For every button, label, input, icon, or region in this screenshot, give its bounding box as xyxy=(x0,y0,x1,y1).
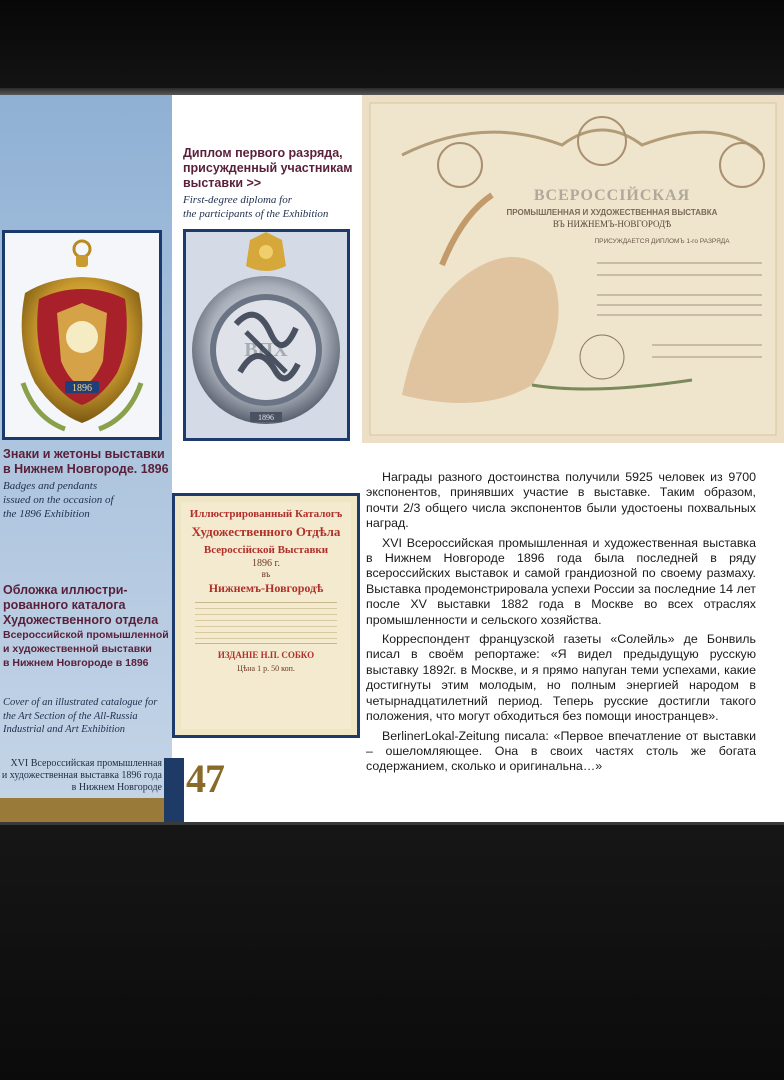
paragraph-2: XVI Всероссийская промышленная и художественная выставка в Нижнем Новгороде 1896 года была последней в ряду всероссийских выставок и самой грандиозной по своему размаху. Выставка продемонстрировала успехи России за последние 14 лет после XV выставки 1882 года в Москве во всех отраслях промышленности и сельского хозяйства. xyxy=(366,535,756,627)
diploma-illustration xyxy=(362,95,784,443)
diploma-title-1: ВСЕРОССІЙСКАЯ xyxy=(533,187,691,204)
diploma-title-3: ВЪ НИЖНЕМЪ-НОВГОРОДѢ xyxy=(552,219,672,229)
diploma-title-2: ПРОМЫШЛЕННАЯ И ХУДОЖЕСТВЕННАЯ ВЫСТАВКА xyxy=(506,208,718,217)
scan-bottom-background xyxy=(0,825,784,1080)
catalog-title-line3: Всероссійской Выставки xyxy=(203,544,329,556)
catalog-price: Цѣна 1 р. 50 коп. xyxy=(237,664,295,673)
scan-top-background xyxy=(0,0,784,95)
diploma-caption-ru: Диплом первого разряда, присужденный участникам выставки >> xyxy=(183,146,353,190)
catalog-title-line4: 1896 г. xyxy=(252,558,280,569)
brooch-monogram: ВПХ xyxy=(244,339,288,361)
paragraph-1: Награды разного достоинства получили 5925 человек из 9700 экспонентов, принявших участие в выставке. Таким образом, почти 2/3 общего числа экспонентов были удостоены похвальных наград. xyxy=(366,470,756,531)
catalog-title-line2: Художественного Отдѣла xyxy=(191,524,341,539)
footer-gold-stripe xyxy=(0,798,164,823)
catalog-title-line6: Нижнемъ-Новгородѣ xyxy=(208,581,324,595)
diploma-caption-en: First-degree diploma for the participants of the Exhibition xyxy=(183,194,329,220)
badge-year: 1896 xyxy=(72,383,92,394)
catalog-title-line1: Иллюстрированный Каталогъ xyxy=(189,508,343,520)
paragraph-3: Корреспондент французской газеты «Солейль» де Бонвиль писал в своём репортаже: «Я видел предыдущую русскую выставку 1892г. в Москве, и я прямо напуган теми успехами, какие достигнуты этим молодым, но полным энергией народом в четырнадцатилетний период. Теперь русские достигли такого положения, что могут обходиться без помощи иностранцев». xyxy=(366,632,756,724)
badges-caption-ru: Знаки и жетоны выставки в Нижнем Новгороде. 1896 xyxy=(3,447,169,476)
main-article-text xyxy=(366,470,756,779)
badge-photo xyxy=(2,230,162,440)
catalog-caption-ru: Обложка иллюстри- рованного каталога Художественного отдела Всероссийской промышленной и художественной выставки в Нижнем Новгороде в 1896 xyxy=(3,583,169,669)
brooch-photo xyxy=(183,229,350,441)
catalog-title-line5: въ xyxy=(261,569,271,579)
book-page xyxy=(0,95,784,825)
catalog-fine-print xyxy=(195,602,337,644)
diploma-award-line: ПРИСУЖДАЕТСЯ ДИПЛОМЪ 1-го РАЗРЯДА xyxy=(594,238,730,245)
brooch-year: 1896 xyxy=(258,413,274,422)
running-footer-note: XVI Всероссийская промышленная и художественная выставка 1896 года в Нижнем Новгороде xyxy=(1,758,162,793)
catalog-caption-en: Cover of an illustrated catalogue for the Art Section of the All-Russia Industrial and Art Exhibition xyxy=(3,697,158,735)
page-number: 47 xyxy=(186,756,224,801)
page-number-box xyxy=(164,758,184,823)
badge-illustration xyxy=(5,233,159,437)
diploma-photo xyxy=(362,95,784,443)
brooch-illustration xyxy=(186,232,347,438)
catalog-cover-photo xyxy=(172,493,360,738)
paragraph-4: BerlinerLokal-Zeitung писала: «Первое впечатление от выставки – ошеломляющее. Она в своих частях столь же богата содержанием, сколько и оригинальна…» xyxy=(366,728,756,774)
badges-caption-en: Badges and pendants issued on the occasion of the 1896 Exhibition xyxy=(3,480,114,520)
catalog-edition: ИЗДАНІЕ Н.П. СОБКО xyxy=(217,650,315,660)
